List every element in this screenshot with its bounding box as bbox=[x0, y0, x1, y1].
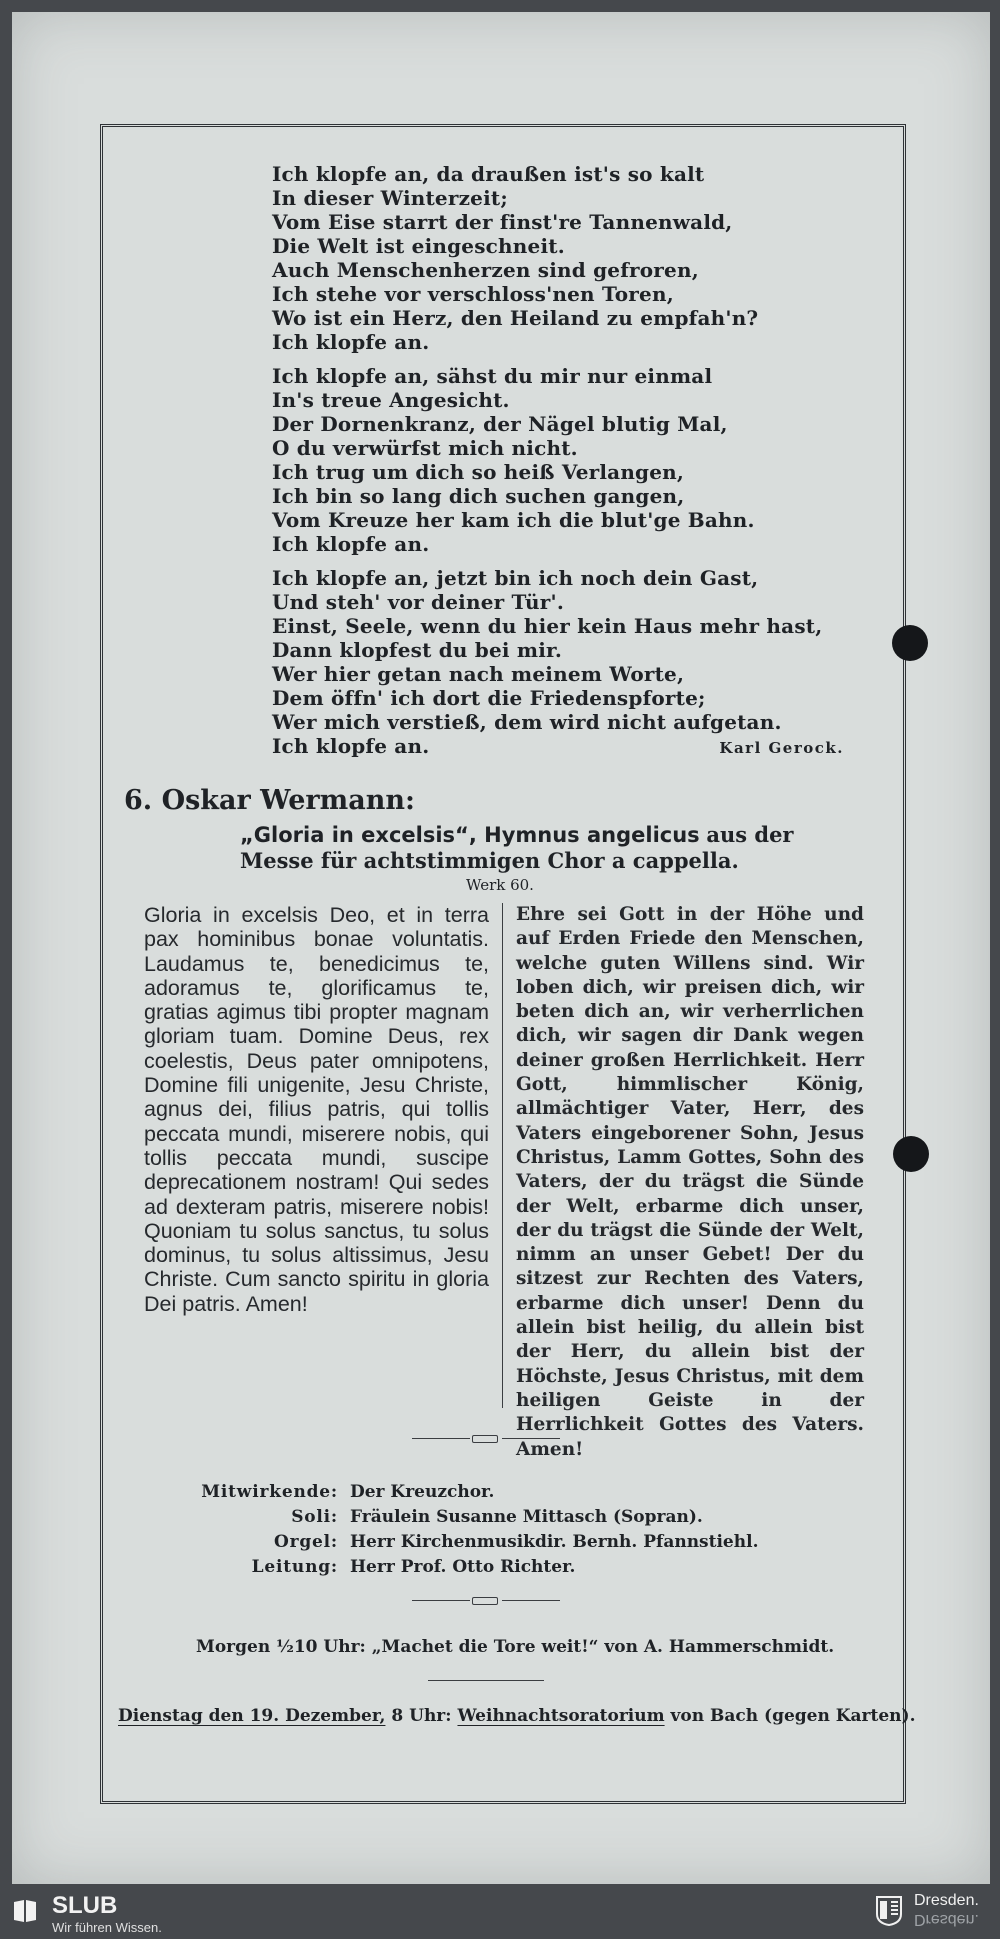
ornament-divider bbox=[412, 1434, 560, 1444]
poem-line: Ich stehe vor verschloss'nen Toren, bbox=[272, 282, 674, 306]
city-crest-icon bbox=[876, 1896, 902, 1926]
poem-line: Wo ist ein Herz, den Heiland zu empfah'n? bbox=[272, 306, 759, 330]
credit-role: Soli: bbox=[291, 1507, 338, 1527]
column-divider bbox=[502, 903, 503, 1408]
footer-bar bbox=[0, 1884, 1000, 1939]
poem-line: Vom Kreuze her kam ich die blut'ge Bahn. bbox=[272, 508, 755, 532]
credits bbox=[160, 1480, 860, 1580]
poem-line: Ich klopfe an. bbox=[272, 734, 430, 758]
tuesday-notice bbox=[118, 1706, 916, 1726]
piece-title-suffix: aus der bbox=[706, 822, 794, 847]
poem-line: Dem öffn' ich dort die Friedenspforte; bbox=[272, 686, 706, 710]
punch-hole-bottom bbox=[893, 1136, 929, 1172]
credit-row bbox=[160, 1555, 860, 1580]
poem-line: Dann klopfest du bei mir. bbox=[272, 638, 563, 662]
poem-line: Auch Menschenherzen sind gefroren, bbox=[272, 258, 699, 282]
ornament-divider bbox=[412, 1596, 560, 1606]
poem-line: Ich klopfe an, sähst du mir nur einmal bbox=[272, 364, 713, 388]
book-icon[interactable] bbox=[12, 1898, 38, 1924]
tuesday-work: Weihnachtsoratorium bbox=[457, 1706, 665, 1726]
poem-line: Wer hier getan nach meinem Worte, bbox=[272, 662, 685, 686]
poem bbox=[272, 162, 872, 768]
credit-role: Orgel: bbox=[273, 1532, 338, 1552]
tuesday-time: 8 Uhr: bbox=[391, 1706, 452, 1726]
poem-line: Ich bin so lang dich suchen gangen, bbox=[272, 484, 685, 508]
city-name[interactable]: Dresden. bbox=[914, 1892, 979, 1909]
library-tagline: Wir führen Wissen. bbox=[52, 1920, 162, 1935]
tuesday-date: Dienstag den 19. Dezember, bbox=[118, 1706, 386, 1726]
credit-row bbox=[160, 1480, 860, 1505]
poem-line: In's treue Angesicht. bbox=[272, 388, 510, 412]
poem-line-last bbox=[272, 734, 872, 758]
tuesday-rest: von Bach (gegen Karten). bbox=[670, 1706, 916, 1726]
poem-line: In dieser Winterzeit; bbox=[272, 186, 508, 210]
credit-row bbox=[160, 1530, 860, 1555]
piece-opus: Werk 60. bbox=[466, 876, 534, 894]
poem-line: Die Welt ist eingeschneit. bbox=[272, 234, 565, 258]
piece-heading: 6. Oskar Wermann: bbox=[124, 785, 415, 816]
credit-value: Herr Kirchenmusikdir. Bernh. Pfannstiehl. bbox=[350, 1532, 759, 1552]
credit-role: Leitung: bbox=[251, 1557, 338, 1577]
piece-subtitle: Messe für achtstimmigen Chor a cappella. bbox=[240, 848, 739, 873]
credit-value: Der Kreuzchor. bbox=[350, 1482, 495, 1502]
poem-line: Ich klopfe an, jetzt bin ich noch dein Gast, bbox=[272, 566, 759, 590]
poem-line: Wer mich verstieß, dem wird nicht aufgetan. bbox=[272, 710, 782, 734]
credit-value: Herr Prof. Otto Richter. bbox=[350, 1557, 576, 1577]
credit-value: Fräulein Susanne Mittasch (Sopran). bbox=[350, 1507, 703, 1527]
punch-hole-top bbox=[892, 625, 928, 661]
city-name-reflection: Dresden. bbox=[914, 1911, 979, 1928]
poem-stanza-3 bbox=[272, 566, 872, 758]
piece-title-block bbox=[240, 822, 864, 874]
poem-line: Ich klopfe an. bbox=[272, 532, 430, 556]
poem-stanza-2 bbox=[272, 364, 872, 556]
latin-text: Gloria in excelsis Deo, et in terra pax hominibus bonae voluntatis. Laudamus te, benedicimus te, adoramus te, glorificamus te, gratias agimus tibi propter magnam gloriam tuam. Domine Deus, rex coelestis, Deus pater omnipotens, Domine fili unigenite, Jesu Christe, agnus dei, filius patris, qui tollis peccata mundi, miserere nobis, qui tollis peccata mundi, suscipe deprecationem nostram! Qui sedes ad dexteram patris, miserere nobis! Quoniam tu solus sanctus, tu solus dominus, tu solus altissimus, Jesu Christe. Cum sancto spiritu in gloria Dei patris. Amen! bbox=[144, 903, 489, 1316]
poem-line: Ich klopfe an. bbox=[272, 330, 430, 354]
poem-line: Einst, Seele, wenn du hier kein Haus mehr hast, bbox=[272, 614, 823, 638]
poem-line: Und steh' vor deiner Tür'. bbox=[272, 590, 565, 614]
piece-title: „Gloria in excelsis“, Hymnus angelicus bbox=[240, 823, 700, 847]
poem-line: O du verwürfst mich nicht. bbox=[272, 436, 578, 460]
morning-notice: Morgen ½10 Uhr: „Machet die Tore weit!“ von A. Hammerschmidt. bbox=[196, 1637, 835, 1657]
poem-line: Ich klopfe an, da draußen ist's so kalt bbox=[272, 162, 705, 186]
poem-line: Vom Eise starrt der finst're Tannenwald, bbox=[272, 210, 733, 234]
credit-role: Mitwirkende: bbox=[201, 1482, 338, 1502]
german-text: Ehre sei Gott in der Höhe und auf Erden Friede den Menschen, welche guten Willens sind. Wir loben dich, wir preisen dich, wir beten dich an, wir verherrlichen dich, wir sagen dir Dank wegen deiner großen Herrlichkeit. Herr Gott, himmlischer König, allmächtiger Vater, Herr, des Vaters eingeborener Sohn, Jesus Christus, Lamm Gottes, Sohn des Vaters, der du trägst die Sünde der Welt, erbarme dich unser, der du trägst die Sünde der Welt, nimm an unser Gebet! Der du sitzest zur Rechten des Vaters, erbarme dich unser! Denn du allein bist heilig, du allein bist der Herr, du allein bist der Höchste, Jesus Christus, mit dem heiligen Geiste in der Herrlichkeit Gottes des Vaters. Amen! bbox=[516, 904, 864, 1460]
poem-line: Der Dornenkranz, der Nägel blutig Mal, bbox=[272, 412, 728, 436]
poem-author: Karl Gerock. bbox=[719, 739, 844, 757]
poem-line: Ich trug um dich so heiß Verlangen, bbox=[272, 460, 685, 484]
library-logo-text[interactable]: SLUB bbox=[52, 1892, 118, 1919]
notice-rule bbox=[428, 1680, 544, 1681]
credit-row bbox=[160, 1505, 860, 1530]
poem-stanza-1 bbox=[272, 162, 872, 354]
